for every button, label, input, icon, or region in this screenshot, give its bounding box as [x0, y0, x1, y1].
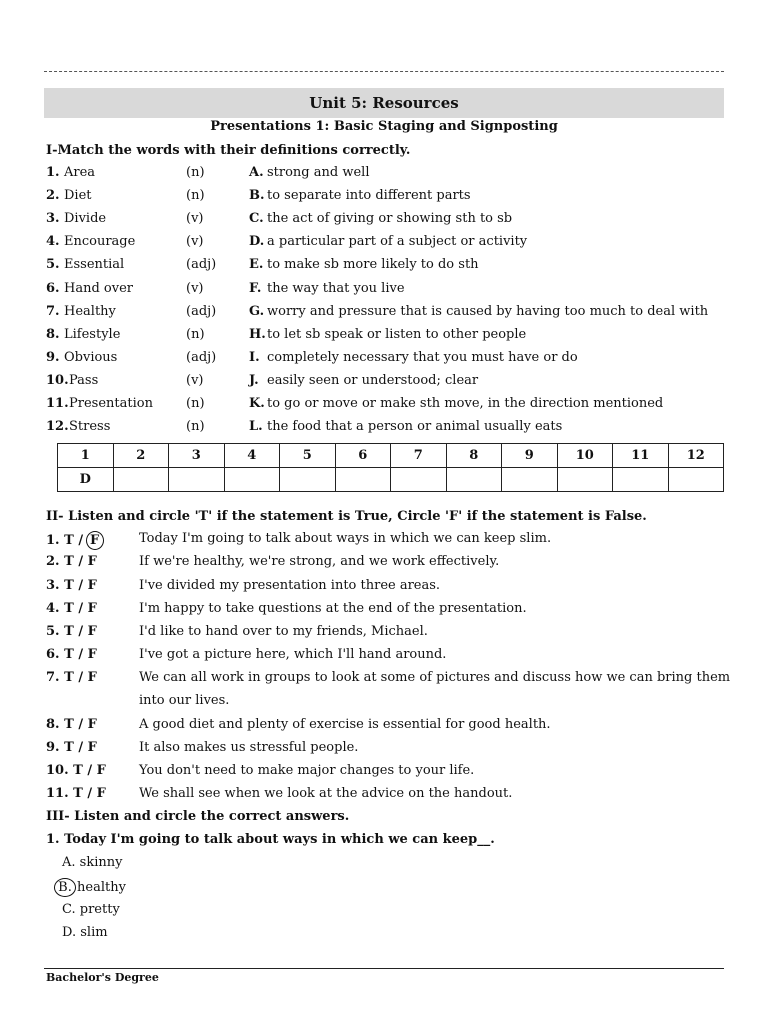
tf-item-number: 1.: [46, 533, 60, 548]
tf-statement: I'm happy to take questions at the end of the presentation.: [139, 601, 527, 616]
true-option: T: [64, 624, 74, 639]
answer-grid-number-cell: 8: [446, 444, 502, 468]
match-item-word: Hand over: [64, 280, 133, 296]
match-row: [46, 234, 726, 256]
false-option: F: [96, 786, 106, 801]
answer-grid-answer-row: [58, 468, 724, 492]
match-row: [46, 281, 726, 303]
definition-text: strong and well: [267, 165, 370, 180]
definition-text: to make sb more likely to do sth: [267, 257, 479, 273]
tf-statement: We shall see when we look at the advice on the handout.: [139, 786, 513, 801]
tf-item-number: 3.: [46, 578, 60, 593]
answer-grid-answer-cell: [113, 468, 169, 492]
definition-letter: G.: [249, 303, 265, 319]
tf-row: [46, 786, 726, 808]
answer-grid-number-cell: 12: [668, 444, 724, 468]
definition-text: the way that you live: [267, 280, 405, 296]
answer-grid-answer-cell: [391, 468, 447, 492]
tf-item-number: 6.: [46, 647, 60, 662]
match-item-part-of-speech: (n): [186, 188, 205, 204]
tf-options: 8. T / F: [46, 717, 97, 732]
match-item-number: 8.: [46, 326, 60, 342]
definition-letter: L.: [249, 419, 263, 435]
section-1-heading: I-Match the words with their definitions correctly.: [46, 143, 411, 158]
answer-grid: [57, 443, 724, 492]
tf-statement: We can all work in groups to look at some of pictures and discuss how we can bring them: [139, 670, 731, 685]
true-option: T: [64, 601, 74, 616]
match-row: [46, 188, 726, 210]
tf-statement: I've divided my presentation into three areas.: [139, 578, 441, 593]
match-item-word: Encourage: [64, 234, 136, 250]
true-option: T: [73, 763, 83, 778]
tf-item-number: 5.: [46, 624, 60, 639]
circled-false-mark: F: [86, 531, 104, 550]
definition-text: to separate into different parts: [267, 188, 471, 204]
true-option: T: [64, 578, 74, 593]
match-item-word: Stress: [69, 419, 111, 435]
answer-grid-answer-cell: [613, 468, 669, 492]
unit-subtitle: Presentations 1: Basic Staging and Signposting: [210, 119, 558, 134]
mc-option: [62, 925, 108, 940]
definition-letter: B.: [249, 188, 265, 204]
footer-label: Bachelor's Degree: [46, 971, 159, 984]
tf-options: 1. T / F: [46, 531, 104, 550]
definition-text: a particular part of a subject or activity: [267, 234, 528, 250]
false-option: F: [87, 601, 97, 616]
false-option: F: [87, 740, 97, 755]
definition-letter: K.: [249, 396, 265, 411]
tf-statement: I've got a picture here, which I'll hand around.: [139, 647, 447, 662]
match-item-word: Pass: [69, 372, 99, 388]
true-option: T: [64, 554, 74, 569]
tf-row: [46, 763, 726, 785]
match-item-word: Divide: [64, 211, 107, 227]
match-item-number: 4.: [46, 234, 60, 250]
definition-letter: A.: [249, 165, 264, 180]
mc-option-text: pretty: [79, 901, 120, 917]
match-row: [46, 211, 726, 233]
mc-option-letter: D.: [62, 924, 77, 940]
match-item-word: Presentation: [69, 396, 153, 411]
answer-grid-number-cell: 4: [224, 444, 280, 468]
answer-grid-answer-cell: [502, 468, 558, 492]
definition-letter: I.: [249, 349, 260, 365]
tf-options: 9. T / F: [46, 740, 97, 755]
tf-row: [46, 670, 731, 692]
definition-letter: C.: [249, 211, 264, 227]
mc-question: 1. Today I'm going to talk about ways in which we can keep__.: [46, 832, 495, 847]
tf-row: [46, 531, 726, 553]
mc-option: [62, 855, 122, 870]
tf-row: [46, 647, 726, 669]
true-option: T: [64, 740, 74, 755]
tf-statement-continuation-text: into our lives.: [139, 693, 230, 708]
tf-item-number: 10.: [46, 763, 69, 778]
false-option: F: [87, 554, 97, 569]
match-item-part-of-speech: (n): [186, 165, 205, 180]
match-item-word: Area: [64, 165, 96, 180]
definition-text: to let sb speak or listen to other people: [267, 326, 527, 342]
answer-grid-answer-cell: [169, 468, 225, 492]
tf-row: [46, 717, 726, 739]
tf-row: [46, 624, 726, 646]
tf-statement: A good diet and plenty of exercise is essential for good health.: [139, 717, 551, 732]
match-row: [46, 165, 726, 187]
answer-grid-answer-cell: [224, 468, 280, 492]
answer-grid-number-cell: 3: [169, 444, 225, 468]
definition-text: completely necessary that you must have or do: [267, 349, 578, 365]
answer-grid-number-cell: 2: [113, 444, 169, 468]
match-item-part-of-speech: (adj): [186, 303, 217, 319]
tf-item-number: 11.: [46, 786, 69, 801]
tf-item-number: 2.: [46, 554, 60, 569]
tf-item-number: 9.: [46, 740, 60, 755]
false-option: F: [96, 763, 106, 778]
true-option: T: [73, 786, 83, 801]
mc-option-letter: C.: [62, 901, 76, 917]
answer-grid-answer-cell: [557, 468, 613, 492]
match-item-part-of-speech: (v): [186, 280, 204, 296]
definition-letter: E.: [249, 257, 264, 273]
match-row: [46, 327, 726, 349]
definition-text: the food that a person or animal usually eats: [267, 419, 563, 435]
tf-row: [46, 740, 726, 762]
answer-grid-number-cell: 6: [335, 444, 391, 468]
match-item-part-of-speech: (n): [186, 326, 205, 342]
mc-option: [62, 902, 120, 917]
tf-row: [46, 578, 726, 600]
tf-options: 4. T / F: [46, 601, 97, 616]
match-row: [46, 350, 726, 372]
match-item-part-of-speech: (v): [186, 234, 204, 250]
tf-statement-continuation: [46, 693, 726, 715]
match-item-number: 1.: [46, 165, 60, 180]
mc-option-text: healthy: [77, 880, 126, 896]
match-item-part-of-speech: (v): [186, 211, 204, 227]
tf-options: 10. T / F: [46, 763, 106, 778]
tf-statement: If we're healthy, we're strong, and we work effectively.: [139, 554, 500, 569]
tf-statement: Today I'm going to talk about ways in which we can keep slim.: [139, 531, 552, 546]
match-item-word: Lifestyle: [64, 326, 121, 342]
answer-grid-answer-cell: D: [58, 468, 114, 492]
match-item-number: 12.: [46, 419, 69, 435]
match-item-part-of-speech: (adj): [186, 349, 217, 365]
match-row: [46, 304, 726, 326]
match-item-number: 7.: [46, 303, 60, 319]
match-row: [46, 257, 726, 279]
match-item-part-of-speech: (n): [186, 396, 205, 411]
answer-grid-number-cell: 9: [502, 444, 558, 468]
section-2-heading: II- Listen and circle 'T' if the statement is True, Circle 'F' if the statement is False.: [46, 509, 647, 524]
match-item-word: Healthy: [64, 303, 116, 319]
tf-row: [46, 554, 726, 576]
match-item-part-of-speech: (adj): [186, 257, 217, 273]
false-option: F: [87, 578, 97, 593]
definition-letter: F.: [249, 280, 262, 296]
match-item-number: 9.: [46, 349, 60, 365]
tf-item-number: 4.: [46, 601, 60, 616]
match-item-word: Essential: [64, 257, 125, 273]
definition-text: easily seen or understood; clear: [267, 372, 479, 388]
circled-option-letter: B.: [54, 878, 76, 897]
tf-options: 6. T / F: [46, 647, 97, 662]
section-3-heading: III- Listen and circle the correct answers.: [46, 809, 350, 824]
answer-grid-number-cell: 11: [613, 444, 669, 468]
answer-grid-number-row: [58, 444, 724, 468]
mc-option-text: skinny: [79, 855, 123, 870]
true-option: T: [64, 533, 74, 548]
tf-item-number: 8.: [46, 717, 60, 732]
definition-text: worry and pressure that is caused by having too much to deal with: [267, 303, 709, 319]
match-row: [46, 396, 726, 418]
answer-grid-number-cell: 10: [557, 444, 613, 468]
definition-letter: D.: [249, 234, 265, 250]
mc-option-letter: A.: [62, 855, 76, 870]
mc-option-selected: [54, 878, 126, 897]
true-option: T: [64, 717, 74, 732]
unit-title-band: [44, 88, 724, 118]
tf-statement: It also makes us stressful people.: [139, 740, 359, 755]
footer-divider: [44, 968, 724, 969]
match-item-word: Diet: [64, 188, 92, 204]
false-option: F: [87, 647, 97, 662]
tf-item-number: 7.: [46, 670, 60, 685]
match-item-number: 11.: [46, 396, 69, 411]
false-option: F: [87, 717, 97, 732]
match-item-part-of-speech: (n): [186, 419, 205, 435]
match-row: [46, 419, 726, 441]
tf-options: 5. T / F: [46, 624, 97, 639]
tf-statement: I'd like to hand over to my friends, Michael.: [139, 624, 428, 639]
false-option: F: [87, 624, 97, 639]
answer-grid-number-cell: 7: [391, 444, 447, 468]
top-dashed-divider: [44, 71, 724, 72]
match-item-number: 3.: [46, 211, 60, 227]
match-item-number: 10.: [46, 372, 69, 388]
answer-grid-number-cell: 5: [280, 444, 336, 468]
tf-options: 2. T / F: [46, 554, 97, 569]
definition-letter: H.: [249, 326, 266, 342]
answer-grid-answer-cell: [668, 468, 724, 492]
tf-options: 11. T / F: [46, 786, 106, 801]
false-option: F: [87, 670, 97, 685]
definition-text: the act of giving or showing sth to sb: [267, 211, 513, 227]
match-item-part-of-speech: (v): [186, 372, 204, 388]
match-item-number: 5.: [46, 257, 60, 273]
match-item-word: Obvious: [64, 349, 118, 365]
definition-text: to go or move or make sth move, in the direction mentioned: [267, 396, 664, 411]
true-option: T: [64, 647, 74, 662]
match-item-number: 2.: [46, 188, 60, 204]
mc-option-text: slim: [80, 924, 108, 940]
match-item-number: 6.: [46, 280, 60, 296]
answer-grid-number-cell: 1: [58, 444, 114, 468]
tf-statement: You don't need to make major changes to your life.: [139, 763, 475, 778]
tf-options: 7. T / F: [46, 670, 97, 685]
true-option: T: [64, 670, 74, 685]
definition-letter: J.: [249, 372, 259, 388]
unit-title: Unit 5: Resources: [309, 94, 459, 112]
match-row: [46, 373, 726, 395]
answer-grid-answer-cell: [335, 468, 391, 492]
tf-row: [46, 601, 726, 623]
tf-options: 3. T / F: [46, 578, 97, 593]
answer-grid-answer-cell: [280, 468, 336, 492]
answer-grid-answer-cell: [446, 468, 502, 492]
